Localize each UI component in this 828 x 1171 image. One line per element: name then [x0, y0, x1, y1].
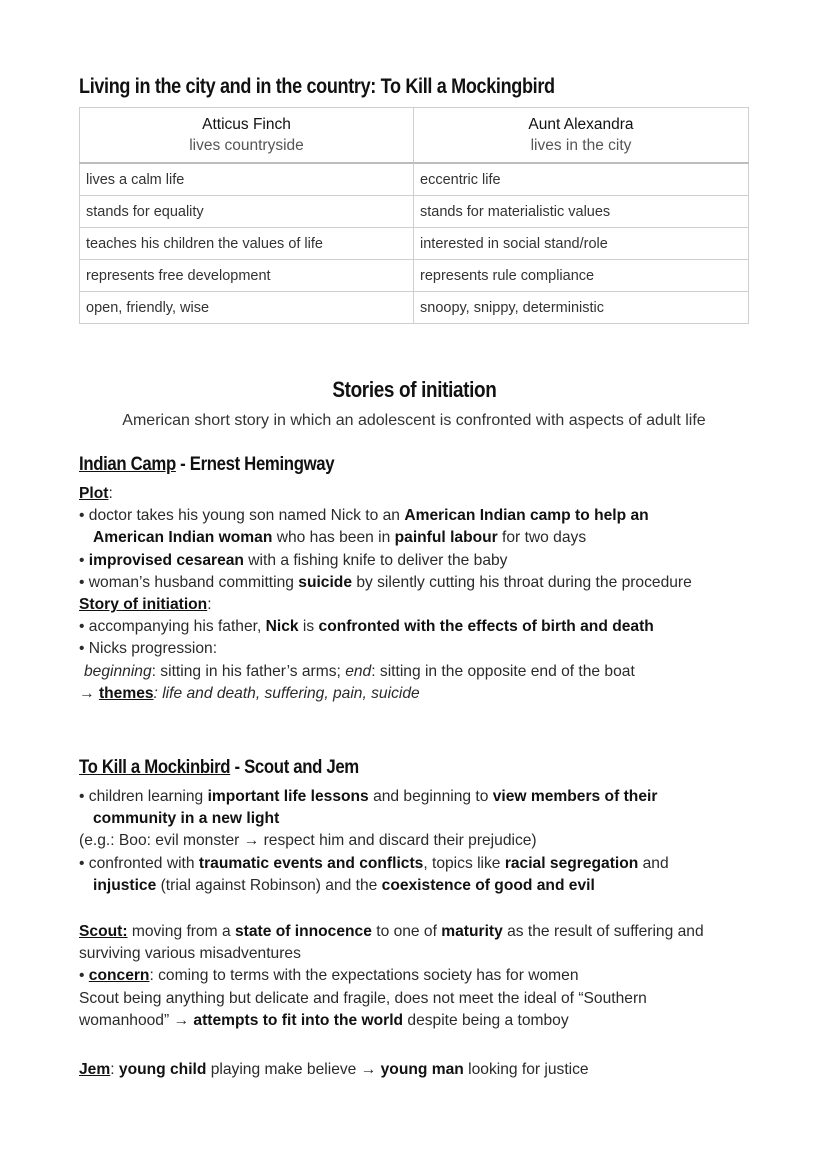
scout-line: Scout: moving from a state of innocence to one of maturity as the result of suffering and	[79, 923, 704, 940]
soi-label-line: Story of initiation:	[79, 596, 212, 614]
table-row	[80, 292, 749, 324]
list-item-cont: American Indian woman who has been in painful labour for two days	[93, 529, 587, 547]
atticus-header: Atticus Finch lives countryside	[80, 108, 414, 164]
list-item-cont: injustice (trial against Robinson) and the coexistence of good and evil	[93, 876, 595, 894]
table-cell: interested in social stand/role	[414, 228, 749, 260]
progression-line: beginning: sitting in his father’s arms; end: sitting in the opposite end of the boat	[84, 662, 635, 680]
table-cell: teaches his children the values of life	[80, 228, 414, 260]
list-item: • doctor takes his young son named Nick to an American Indian camp to help an	[79, 507, 649, 525]
table-cell: represents free development	[80, 260, 414, 292]
comparison-table	[79, 107, 749, 324]
scout-line: womanhood” → attempts to fit into the world despite being a tomboy	[79, 1011, 569, 1029]
mockingbird-body	[79, 786, 779, 897]
list-item: • woman’s husband committing suicide by silently cutting his throat during the procedure	[79, 573, 692, 591]
table-row	[80, 228, 749, 260]
table-cell: open, friendly, wise	[80, 292, 414, 324]
document-title: Living in the city and in the country: To Kill a Mockingbird	[79, 75, 555, 98]
example-line: (e.g.: Boo: evil monster → respect him and discard their prejudice)	[79, 832, 537, 850]
jem-paragraph	[79, 1059, 779, 1081]
list-item: • improvised cesarean with a fishing knife to deliver the baby	[79, 551, 508, 569]
mockingbird-heading: To Kill a Mockinbird - Scout and Jem	[79, 756, 359, 778]
initiation-title: Stories of initiation	[331, 377, 497, 402]
table-row	[80, 163, 749, 196]
table-cell: stands for materialistic values	[414, 196, 749, 228]
alexandra-header: Aunt Alexandra lives in the city	[414, 108, 749, 164]
table-row	[80, 196, 749, 228]
list-item: • accompanying his father, Nick is confronted with the effects of birth and death	[79, 618, 654, 636]
list-item-cont: community in a new light	[93, 810, 280, 828]
table-header-row	[80, 108, 749, 164]
table-cell: snoopy, snippy, deterministic	[414, 292, 749, 324]
table-cell: represents rule compliance	[414, 260, 749, 292]
table-cell: lives a calm life	[80, 163, 414, 196]
scout-line: Scout being anything but delicate and fragile, does not meet the ideal of “Southern	[79, 989, 647, 1007]
themes-line: → themes: life and death, suffering, pain, suicide	[79, 684, 420, 702]
scout-line: surviving various misadventures	[79, 945, 301, 963]
concern-line: • concern: coming to terms with the expectations society has for women	[79, 967, 579, 985]
scout-paragraph	[79, 921, 779, 1032]
table-cell: eccentric life	[414, 163, 749, 196]
initiation-subtitle: American short story in which an adolescent is confronted with aspects of adult life	[122, 412, 706, 429]
jem-line: Jem: young child playing make believe → young man looking for justice	[79, 1061, 589, 1078]
list-item: • children learning important life lessons and beginning to view members of their	[79, 788, 658, 805]
list-item: • Nicks progression:	[79, 640, 218, 658]
plot-label-line: Plot:	[79, 485, 113, 502]
list-item: • confronted with traumatic events and conflicts, topics like racial segregation and	[79, 854, 669, 872]
table-row	[80, 260, 749, 292]
indian-camp-heading: Indian Camp - Ernest Hemingway	[79, 453, 335, 475]
table-cell: stands for equality	[80, 196, 414, 228]
indian-camp-body	[79, 483, 779, 705]
